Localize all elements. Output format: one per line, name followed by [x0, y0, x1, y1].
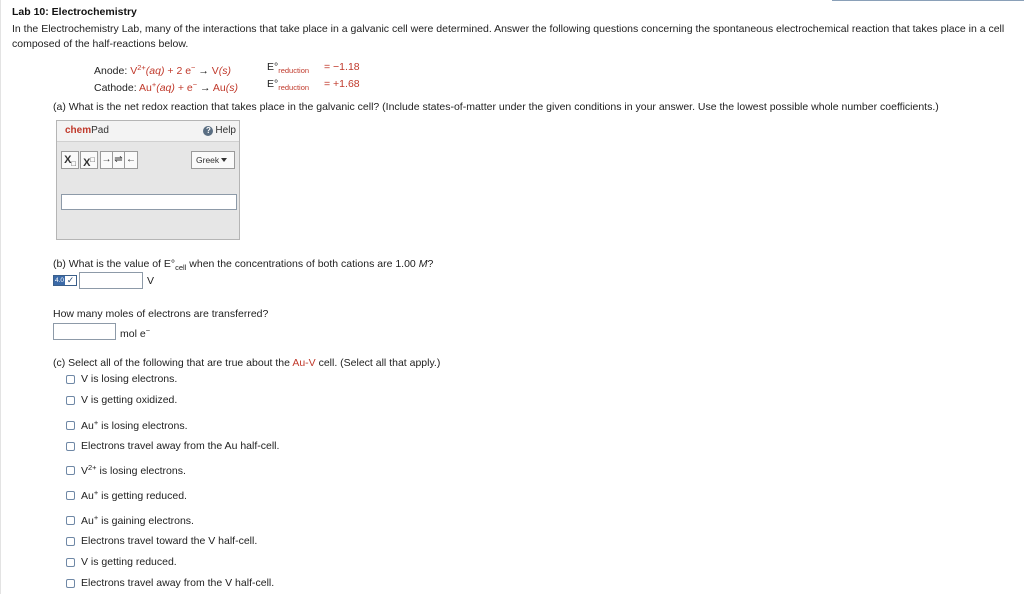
anode-eo: $E^\circ_{reduction}$ — [267, 61, 310, 75]
option-checkbox[interactable]: $V^{2+}$ is losing electrons. — [66, 463, 186, 477]
top-divider — [832, 0, 1024, 1]
chempad-help-button[interactable]: ? Help — [203, 125, 236, 136]
greek-dropdown[interactable]: Greek — [191, 151, 235, 169]
ecell-input[interactable] — [79, 272, 143, 289]
checkbox[interactable] — [66, 558, 75, 567]
option-checkbox[interactable]: Au+ is losing electrons. — [66, 418, 188, 432]
electrons-unit: mol e− — [120, 326, 151, 340]
checkbox[interactable] — [66, 375, 75, 384]
checkbox[interactable] — [66, 579, 75, 588]
option-checkbox[interactable]: Electrons travel toward the V half-cell. — [66, 534, 257, 548]
intro-text: In the Electrochemistry Lab, many of the interactions that take place in a galvanic cell were determined. Answer the following questions concerning the spontaneous electrochemical reaction that takes place in a cell composed of the half-reactions below. — [12, 23, 1005, 50]
checkbox[interactable] — [66, 516, 75, 525]
anode-eo-value: = −1.18 — [324, 61, 360, 73]
subscript-button[interactable]: $X_□$ — [61, 151, 79, 169]
checkbox[interactable] — [66, 537, 75, 546]
chevron-down-icon — [221, 158, 227, 162]
reaction-arrow-button[interactable]: → — [100, 151, 113, 169]
left-divider — [0, 0, 1, 594]
reaction-arrow-icon: → — [198, 65, 209, 77]
cathode-reaction: Cathode: Au+(aq) + e− → Au(s) — [94, 80, 238, 94]
cathode-eo-value: = +1.68 — [324, 78, 360, 90]
chempad-toolbar — [61, 151, 138, 169]
option-checkbox[interactable]: V is getting reduced. — [66, 555, 177, 569]
checkbox[interactable] — [66, 491, 75, 500]
option-checkbox[interactable]: Electrons travel away from the Au half-cell. — [66, 439, 279, 453]
chempad-header — [57, 121, 239, 142]
electrons-question: How many moles of electrons are transferred? — [53, 308, 269, 320]
option-checkbox[interactable]: Au+ is getting reduced. — [66, 488, 187, 502]
chempad-logo: chemPad — [65, 125, 109, 136]
anode-reaction: Anode: $V^{2+}(aq) + 2$ e− → V(s) — [94, 63, 232, 77]
anode-species: $V^{2+}(aq)$ — [130, 63, 165, 77]
help-icon: ? — [203, 126, 213, 136]
superscript-button[interactable]: X□ — [80, 151, 98, 169]
option-checkbox[interactable]: Electrons travel away from the V half-cell. — [66, 576, 274, 590]
option-checkbox[interactable]: Au+ is gaining electrons. — [66, 513, 194, 527]
checkbox[interactable] — [66, 466, 75, 475]
electrons-input[interactable] — [53, 323, 116, 340]
option-checkbox[interactable]: V is getting oxidized. — [66, 393, 177, 407]
checkbox[interactable] — [66, 396, 75, 405]
sig-fig-badge[interactable]: 4.0 ✓ — [53, 275, 77, 286]
cathode-eo: $E^\circ_{reduction}$ — [267, 78, 310, 92]
part-b-question: (b) What is the value of $E^\circ_{cell}$ when the concentrations of both cations are 1.00 M? — [53, 258, 434, 272]
chempad-editor — [56, 120, 240, 240]
part-c-question: (c) Select all of the following that are true about the Au-V cell. (Select all that apply.) — [53, 357, 441, 369]
checkbox[interactable] — [66, 442, 75, 451]
left-arrow-button[interactable]: ← — [124, 151, 138, 169]
equilibrium-arrow-button[interactable]: ⇌ — [112, 151, 125, 169]
check-icon: ✓ — [66, 275, 75, 285]
ecell-unit: V — [147, 275, 155, 287]
checkbox[interactable] — [66, 421, 75, 430]
reaction-arrow-icon: → — [200, 82, 211, 94]
part-a-question: (a) What is the net redox reaction that takes place in the galvanic cell? (Include states-of-matter under the given conditions in your answer. Use the lowest possible whole number coefficients.) — [53, 101, 939, 113]
page-title: Lab 10: Electrochemistry — [12, 6, 137, 18]
chempad-answer-input[interactable] — [61, 194, 237, 210]
option-checkbox[interactable]: V is losing electrons. — [66, 372, 177, 386]
